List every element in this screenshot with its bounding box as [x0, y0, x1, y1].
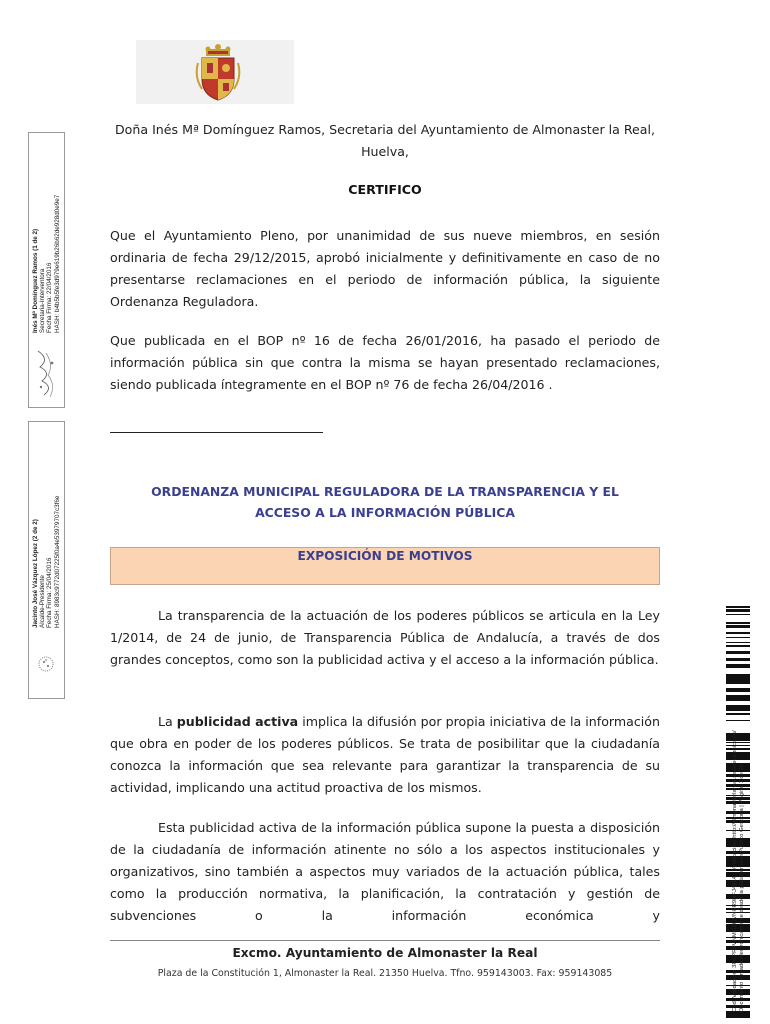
verification-text: [732, 592, 746, 1012]
verification-platform: Documento firmado electrónicamente desde la plataforma esPublico Gestiona | Página 1 de 26: [739, 763, 745, 1012]
signature-scribble-icon: [32, 345, 61, 401]
signer-2-date: Fecha Firma: 25/04/2016: [46, 557, 54, 628]
footer-divider: [110, 940, 660, 941]
signer-1-role: Secretaria-Interventora: [39, 268, 47, 333]
ordinance-title-line1: ORDENANZA MUNICIPAL REGULADORA DE LA TRANSPARENCIA Y EL: [151, 484, 619, 499]
coat-of-arms-icon: [194, 43, 242, 103]
signer-2-role: Alcalde-Presidente: [39, 575, 47, 628]
certifico-heading: CERTIFICO: [348, 182, 422, 197]
signer-2-hash: HASH: 8983c9772d07225f0a4e53979707c3f6e: [53, 495, 61, 628]
paragraph-active-publicity: [110, 711, 660, 799]
verification-code: Cód. Validación: 3FCPR9VNMG2QVNHR9NFJ48L4 | Verificación: http://almonasterlareal.sedelectronica.es/: [732, 730, 738, 1012]
paragraph-publicity-scope: Esta publicidad activa de la información pública supone la puesta a disposición de la ciudadanía de información atinente no sólo a los aspectos institucionales y organizativos, sino también a aspectos muy variados de la actuación pública, tales como la producción normativa, la planificación, la contratación y gestión de subvenciones o la información económica y: [110, 820, 660, 923]
signature-box-1: [28, 132, 65, 408]
p4-lead: La: [158, 714, 177, 729]
signature-box-2: [28, 421, 65, 699]
paragraph-approval: Que el Ayuntamiento Pleno, por unanimidad de sus nueve miembros, en sesión ordinaria de fecha 29/12/2015, aprobó inicialmente y definitivamente en caso de no presentarse reclamaciones en el periodo de información pública, la siguiente Ordenanza Reguladora.: [110, 228, 660, 309]
ordinance-title-line2: ACCESO A LA INFORMACIÓN PÚBLICA: [255, 505, 515, 520]
secretary-intro: Doña Inés Mª Domínguez Ramos, Secretaria del Ayuntamiento de Almonaster la Real, Huelva,: [114, 122, 656, 159]
separator-line: [110, 432, 323, 433]
paragraph-transparency: La transparencia de la actuación de los poderes públicos se articula en la Ley 1/2014, de 24 de junio, de Transparencia Pública de Andalucía, a través de dos grandes conceptos, como son la publicidad activa y el acceso a la información pública.: [110, 608, 660, 667]
ordinance-title: [110, 481, 660, 523]
section-heading: EXPOSICIÓN DE MOTIVOS: [297, 549, 473, 563]
footer-address: Plaza de la Constitución 1, Almonaster la Real. 21350 Huelva. Tfno. 959143003. Fax: 959143085: [157, 968, 613, 979]
p4-bold-term: publicidad activa: [176, 714, 299, 729]
signer-1-hash: HASH: b4b5b5fe3d979e619b26b62de928d0e9e7: [53, 194, 61, 333]
signature-2-text: [32, 496, 61, 628]
p4-rest: implica la difusión por propia iniciativa de la información que obra en poder de los poderes públicos. Se trata de posibilitar que la ciudadanía conozca la información que sea relevante para garantizar la transparencia de su actividad, implicando una actitud proactiva de los mismos.: [110, 714, 660, 795]
paragraph-publication: Que publicada en el BOP nº 16 de fecha 26/01/2016, ha pasado el periodo de información pública sin que contra la misma se hayan presentado reclamaciones, siendo publicada íntegramente en el BOP nº 76 de fecha 26/04/2016 .: [110, 333, 660, 392]
footer-institution: Excmo. Ayuntamiento de Almonaster la Real: [232, 946, 538, 960]
signature-stamp-icon: [32, 640, 61, 688]
signer-1-name: Inés Mª Domínguez Ramos (1 de 2): [32, 228, 39, 333]
signer-2-name: Jacinto José Vázquez López (2 de 2): [32, 519, 39, 628]
signature-1-text: [32, 195, 61, 333]
signer-1-date: Fecha Firma: 22/04/2016: [46, 262, 54, 333]
